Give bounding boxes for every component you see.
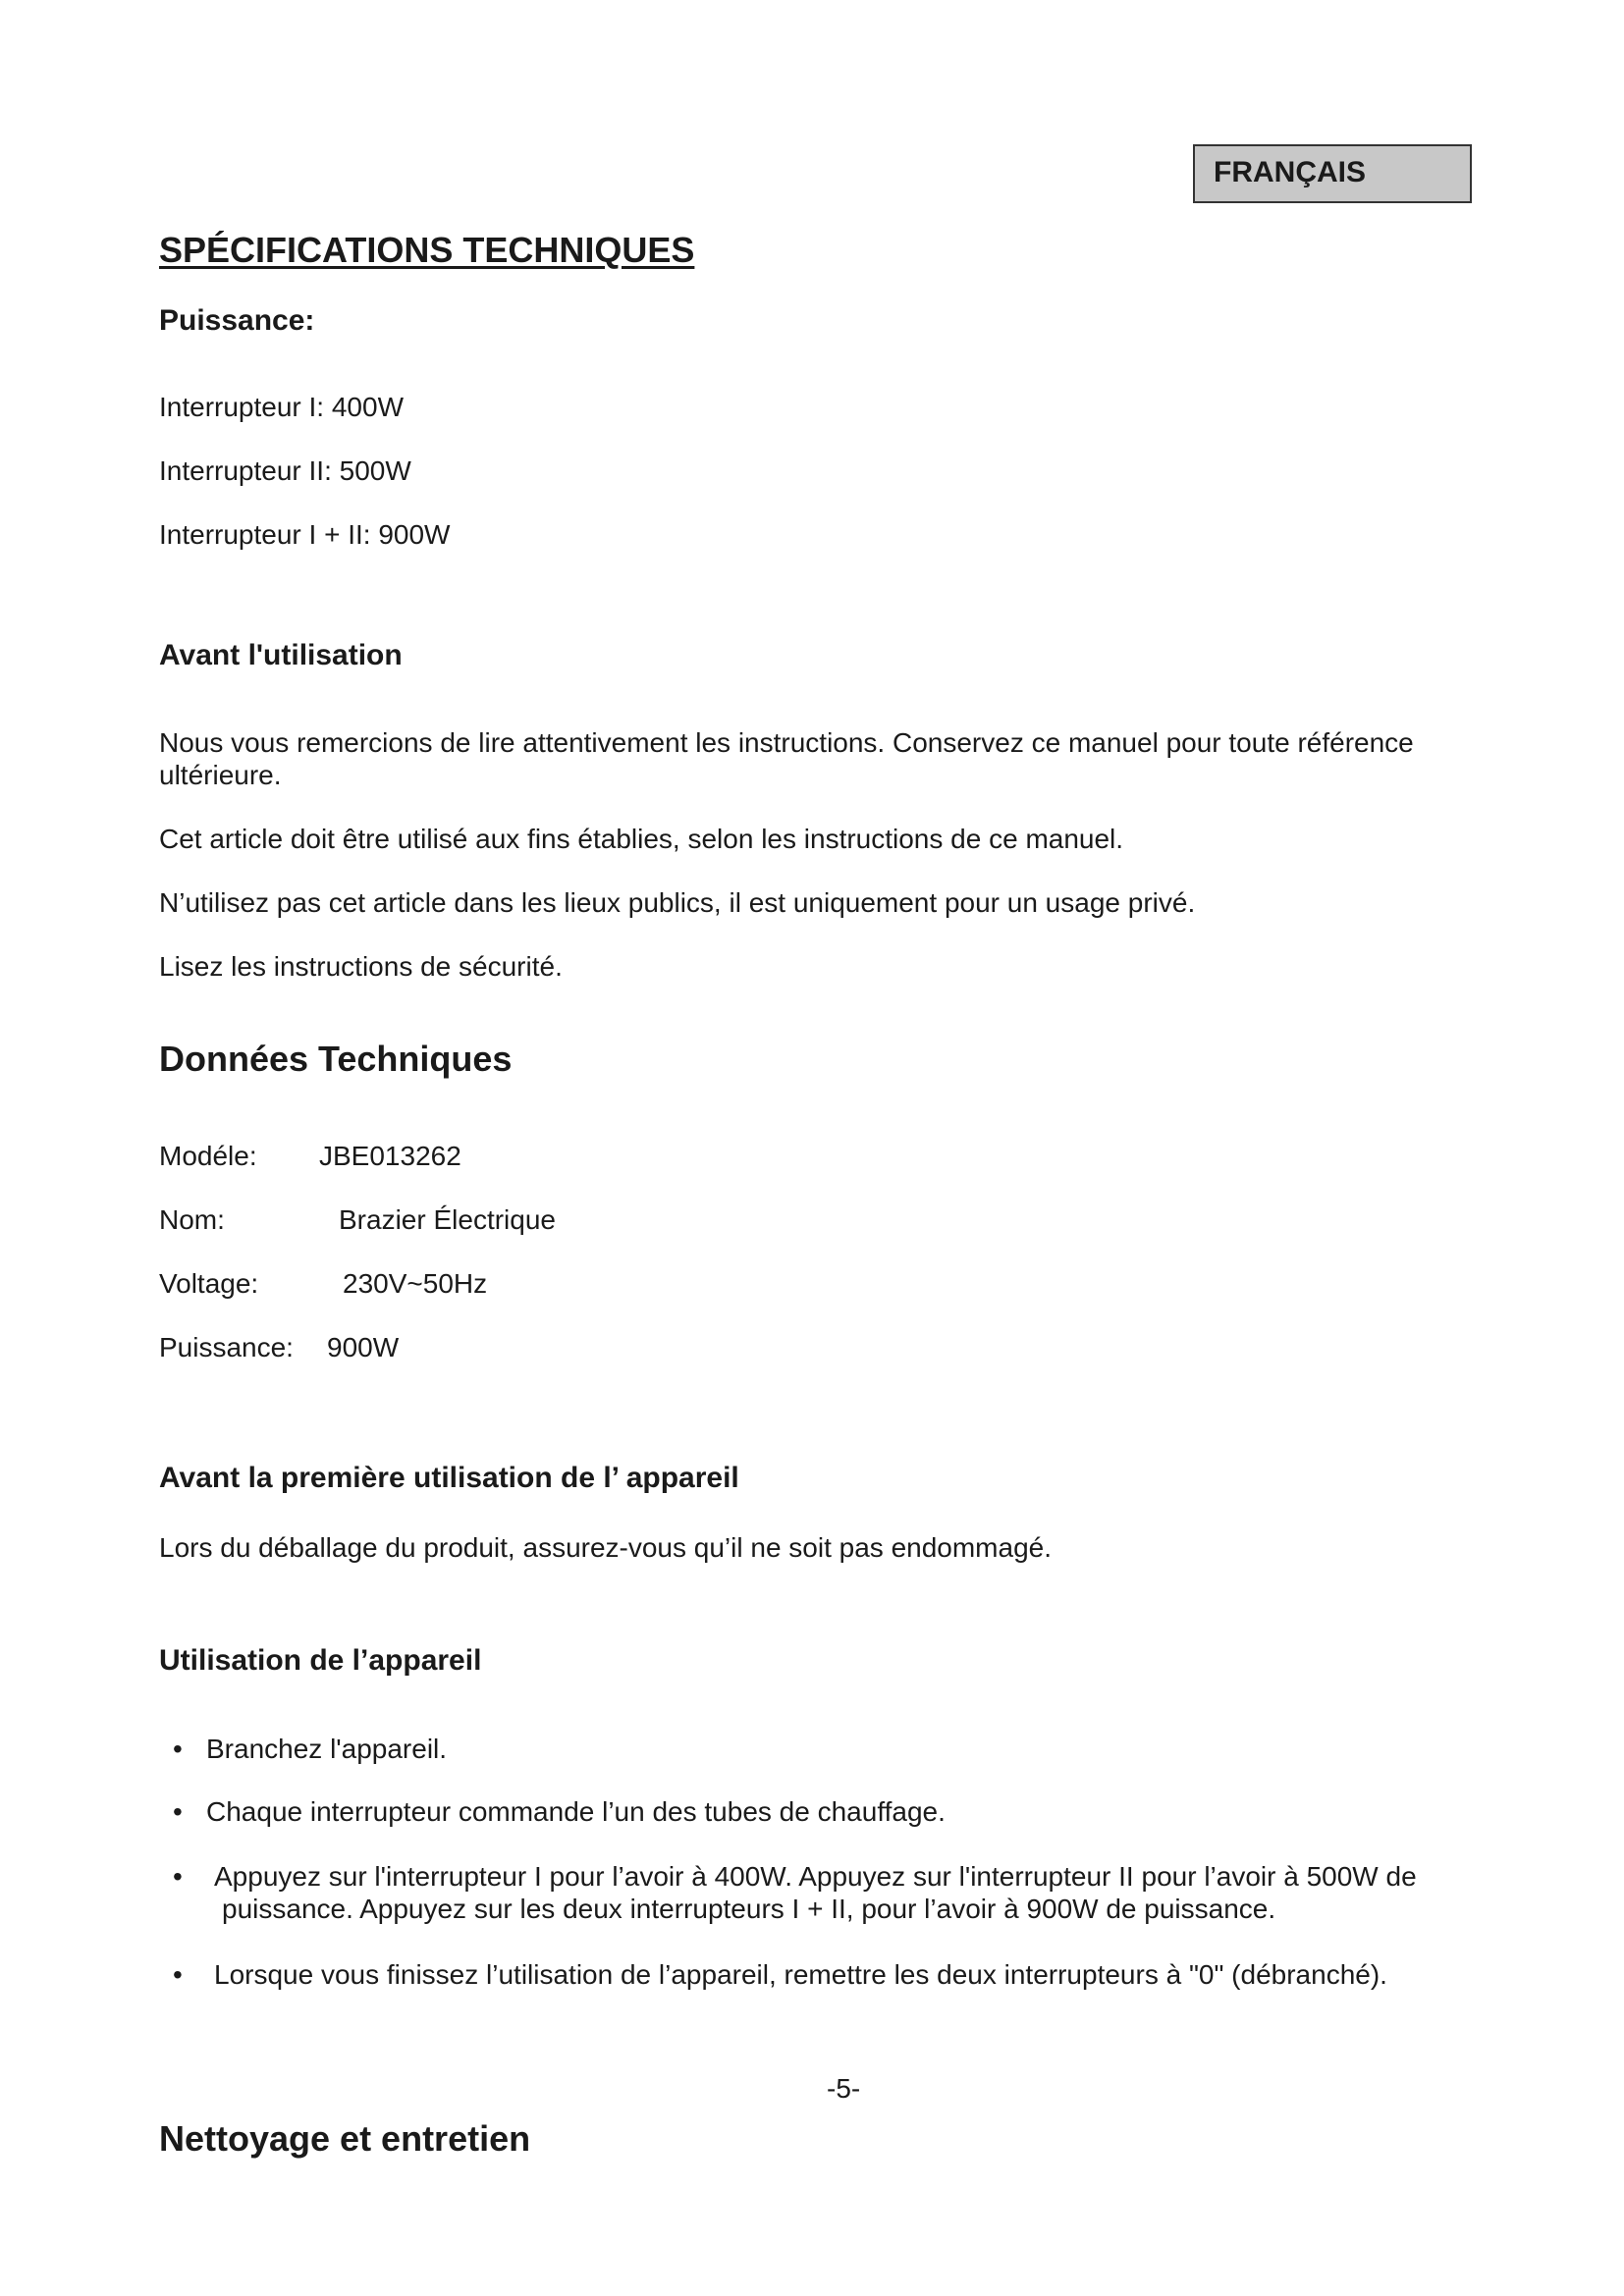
page-title: SPÉCIFICATIONS TECHNIQUES [159, 230, 695, 270]
donnees-heading: Données Techniques [159, 1039, 513, 1079]
puissance-item: Interrupteur I: 400W [159, 392, 405, 422]
page-number: -5- [827, 2073, 861, 2104]
language-label: FRANÇAIS [1214, 156, 1366, 188]
bullet-icon: • [173, 1959, 183, 1990]
language-label-box [1193, 144, 1472, 203]
list-item-text: Branchez l'appareil. [206, 1734, 448, 1764]
list-item-text: Appuyez sur l'interrupteur I pour l’avoir à 400W. Appuyez sur l'interrupteur II pour l’avoir à 500W de [214, 1861, 1417, 1892]
list-item-text: Chaque interrupteur commande l’un des tubes de chauffage. [206, 1796, 946, 1827]
bullet-icon: • [173, 1796, 183, 1827]
spec-label: Voltage: [159, 1268, 259, 1299]
spec-value: JBE013262 [319, 1141, 461, 1171]
paragraph: Lisez les instructions de sécurité. [159, 951, 563, 982]
spec-value: Brazier Électrique [339, 1204, 556, 1235]
spec-value: 900W [327, 1332, 400, 1362]
paragraph: Lors du déballage du produit, assurez-vous qu’il ne soit pas endommagé. [159, 1532, 1053, 1563]
puissance-heading: Puissance: [159, 304, 315, 337]
bullet-icon: • [173, 1734, 183, 1764]
paragraph: Nous vous remercions de lire attentivement les instructions. Conservez ce manuel pour toute référence ultérieure. [159, 727, 1414, 790]
spec-value: 230V~50Hz [343, 1268, 488, 1299]
puissance-item: Interrupteur I + II: 900W [159, 519, 451, 550]
puissance-item: Interrupteur II: 500W [159, 455, 411, 486]
list-item-text-continued: puissance. Appuyez sur les deux interrupteurs I + II, pour l’avoir à 900W de puissance. [222, 1894, 1276, 1924]
spec-label: Modéle: [159, 1141, 257, 1171]
paragraph: N’utilisez pas cet article dans les lieux publics, il est uniquement pour un usage privé. [159, 887, 1196, 918]
bullet-icon: • [173, 1861, 183, 1892]
nettoyage-heading: Nettoyage et entretien [159, 2118, 531, 2159]
utilisation-heading: Utilisation de l’appareil [159, 1644, 482, 1677]
premiere-utilisation-heading: Avant la première utilisation de l’ appareil [159, 1462, 739, 1494]
paragraph: Cet article doit être utilisé aux fins établies, selon les instructions de ce manuel. [159, 824, 1124, 854]
list-item-text: Lorsque vous finissez l’utilisation de l’appareil, remettre les deux interrupteurs à "0" (débranché). [214, 1959, 1387, 1990]
spec-label: Puissance: [159, 1332, 294, 1362]
avant-utilisation-heading: Avant l'utilisation [159, 639, 403, 671]
spec-label: Nom: [159, 1204, 225, 1235]
